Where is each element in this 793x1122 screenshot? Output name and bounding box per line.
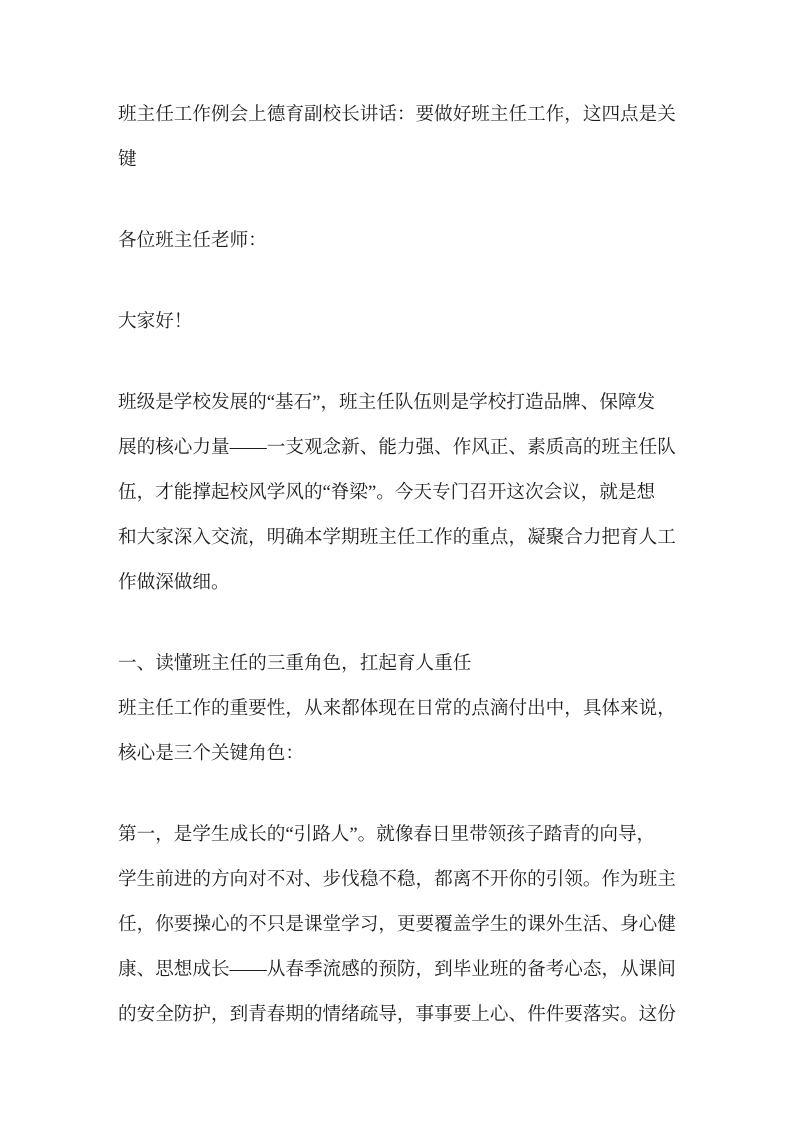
doc-title [118, 92, 676, 182]
section-one [118, 641, 676, 776]
greeting-line: 大家好！ [118, 311, 193, 332]
intro-paragraph-line-3: 伍，才能撑起校风学风的“脊梁”。今天专门召开这次会议，就是想 [118, 482, 656, 503]
section-one-heading: 一、读懂班主任的三重角色，扛起育人重任 [118, 653, 472, 674]
intro-paragraph-line-4: 和大家深入交流，明确本学期班主任工作的重点，凝聚合力把育人工 [118, 527, 676, 548]
role-one-paragraph-line-1: 第一，是学生成长的“引路人”。就像春日里带领孩子踏青的向导， [118, 824, 656, 845]
role-one-paragraph-line-5: 的安全防护，到青春期的情绪疏导，事事要上心、件件要落实。这份 [118, 1004, 676, 1025]
role-one-paragraph-line-2: 学生前进的方向对不对、步伐稳不稳，都离不开你的引领。作为班主 [118, 869, 676, 890]
intro-paragraph-line-2: 展的核心力量——一支观念新、能力强、作风正、素质高的班主任队 [118, 437, 676, 458]
role-one-paragraph-line-4: 康、思想成长——从春季流感的预防，到毕业班的备考心态，从课间 [118, 959, 676, 980]
intro-paragraph [118, 380, 676, 605]
section-one-line-2: 班主任工作的重要性，从来都体现在日常的点滴付出中，具体来说， [118, 698, 676, 719]
doc-title-line-2: 键 [118, 149, 137, 170]
intro-paragraph-line-5: 作做深做细。 [118, 572, 230, 593]
intro-paragraph-line-1: 班级是学校发展的“基石”，班主任队伍则是学校打造品牌、保障发 [118, 392, 656, 413]
salutation-line: 各位班主任老师： [118, 230, 267, 251]
doc-title-line-1: 班主任工作例会上德育副校长讲话：要做好班主任工作，这四点是关 [118, 104, 676, 125]
section-one-line-3: 核心是三个关键角色： [118, 743, 304, 764]
salutation [118, 218, 676, 263]
role-one-paragraph-line-3: 任，你要操心的不只是课堂学习，更要覆盖学生的课外生活、身心健 [118, 914, 676, 935]
role-one-paragraph [118, 812, 676, 1037]
greeting [118, 299, 676, 344]
